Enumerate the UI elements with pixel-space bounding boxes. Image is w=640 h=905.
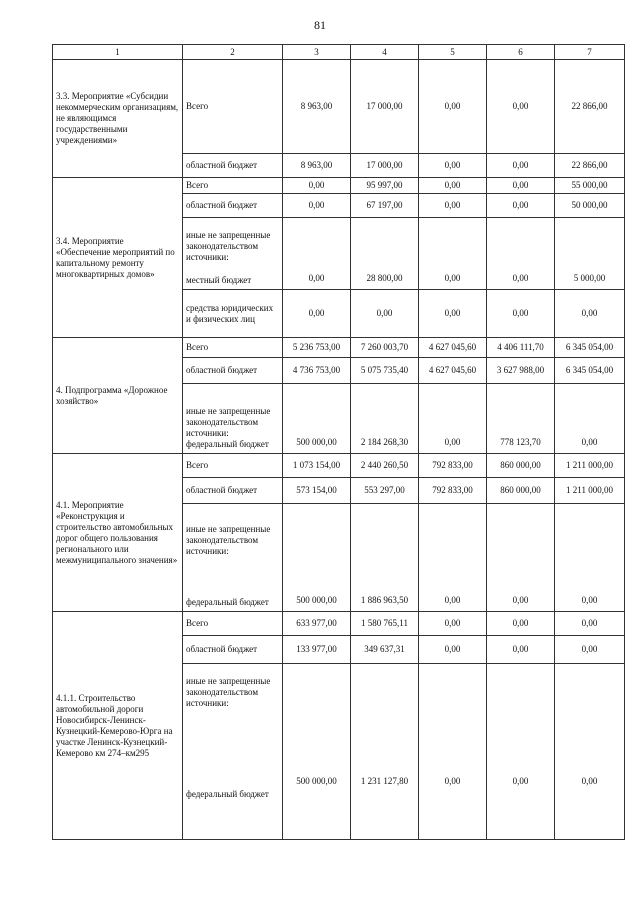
table-row — [53, 612, 625, 636]
source-cell: Всего — [183, 612, 283, 636]
value-cell: 0,00 — [283, 218, 351, 290]
value-cell: 50 000,00 — [555, 194, 625, 218]
value-cell: 2 440 260,50 — [351, 454, 419, 478]
value-cell: 0,00 — [419, 612, 487, 636]
source-cell: областной бюджет — [183, 194, 283, 218]
federal-budget-label: федеральный бюджет — [186, 597, 269, 607]
value-cell: 17 000,00 — [351, 60, 419, 154]
value-cell: 8 963,00 — [283, 154, 351, 178]
value-cell: 0,00 — [555, 636, 625, 664]
value-cell: 0,00 — [283, 290, 351, 338]
value-cell: 0,00 — [419, 154, 487, 178]
value-cell: 1 211 000,00 — [555, 454, 625, 478]
value-cell: 0,00 — [419, 664, 487, 840]
source-cell: Всего — [183, 338, 283, 358]
activity-cell: 4.1.1. Строительство автомобильной дороги Новосибирск-Ленинск-Кузнецкий-Кемерово-Юрга на участке Ленинск-Кузнецкий-Кемерово км 274–км295 — [53, 612, 183, 840]
source-cell — [183, 664, 283, 840]
value-cell: 17 000,00 — [351, 154, 419, 178]
other-sources-label: иные не запрещенные законодательством источники: — [186, 406, 271, 438]
value-cell: 3 627 988,00 — [487, 358, 555, 384]
value-cell: 28 800,00 — [351, 218, 419, 290]
table-row — [53, 338, 625, 358]
activity-cell: 3.4. Мероприятие «Обеспечение мероприятий по капитальному ремонту многоквартирных домов» — [53, 178, 183, 338]
value-cell: 5 075 735,40 — [351, 358, 419, 384]
value-cell: 860 000,00 — [487, 478, 555, 504]
value-cell: 0,00 — [487, 612, 555, 636]
value-cell: 95 997,00 — [351, 178, 419, 194]
header-col-6: 6 — [487, 45, 555, 60]
source-cell: Всего — [183, 60, 283, 154]
value-cell: 860 000,00 — [487, 454, 555, 478]
value-cell: 349 637,31 — [351, 636, 419, 664]
value-cell: 0,00 — [487, 178, 555, 194]
source-cell: областной бюджет — [183, 478, 283, 504]
other-sources-label: иные не запрещенные законодательством источники: — [186, 676, 271, 708]
value-cell: 0,00 — [419, 194, 487, 218]
value-cell: 0,00 — [487, 154, 555, 178]
value-cell: 0,00 — [555, 384, 625, 454]
value-cell: 4 736 753,00 — [283, 358, 351, 384]
value-cell: 0,00 — [487, 664, 555, 840]
value-cell: 0,00 — [487, 60, 555, 154]
value-cell: 792 833,00 — [419, 454, 487, 478]
value-cell: 0,00 — [419, 290, 487, 338]
value-cell: 5 000,00 — [555, 218, 625, 290]
value-cell: 5 236 753,00 — [283, 338, 351, 358]
value-cell: 500 000,00 — [283, 384, 351, 454]
value-cell: 0,00 — [419, 178, 487, 194]
value-cell: 0,00 — [487, 504, 555, 612]
federal-budget-label: федеральный бюджет — [186, 789, 269, 799]
source-cell: Всего — [183, 178, 283, 194]
value-cell: 633 977,00 — [283, 612, 351, 636]
local-budget-label: местный бюджет — [186, 275, 252, 285]
value-cell: 0,00 — [419, 636, 487, 664]
header-col-1: 1 — [53, 45, 183, 60]
value-cell: 553 297,00 — [351, 478, 419, 504]
source-cell: областной бюджет — [183, 636, 283, 664]
value-cell: 1 231 127,80 — [351, 664, 419, 840]
value-cell: 0,00 — [419, 504, 487, 612]
value-cell: 6 345 054,00 — [555, 338, 625, 358]
source-cell: средства юридических и физических лиц — [183, 290, 283, 338]
table-row — [53, 454, 625, 478]
value-cell: 0,00 — [555, 664, 625, 840]
value-cell: 0,00 — [419, 218, 487, 290]
header-col-3: 3 — [283, 45, 351, 60]
source-cell: Всего — [183, 454, 283, 478]
value-cell: 8 963,00 — [283, 60, 351, 154]
value-cell: 4 627 045,60 — [419, 338, 487, 358]
value-cell: 2 184 268,30 — [351, 384, 419, 454]
activity-cell: 3.3. Мероприятие «Субсидии некоммерческим организациям, не являющимся государственными учреждениями» — [53, 60, 183, 178]
source-cell: областной бюджет — [183, 358, 283, 384]
value-cell: 133 977,00 — [283, 636, 351, 664]
header-row — [53, 45, 625, 60]
value-cell: 22 866,00 — [555, 60, 625, 154]
value-cell: 0,00 — [283, 178, 351, 194]
value-cell: 500 000,00 — [283, 664, 351, 840]
value-cell: 792 833,00 — [419, 478, 487, 504]
source-cell — [183, 504, 283, 612]
value-cell: 4 627 045,60 — [419, 358, 487, 384]
other-sources-label: иные не запрещенные законодательством источники: — [186, 524, 271, 556]
value-cell: 0,00 — [555, 290, 625, 338]
value-cell: 0,00 — [419, 384, 487, 454]
value-cell: 0,00 — [487, 194, 555, 218]
source-cell — [183, 218, 283, 290]
value-cell: 0,00 — [487, 218, 555, 290]
header-col-4: 4 — [351, 45, 419, 60]
value-cell: 6 345 054,00 — [555, 358, 625, 384]
value-cell: 0,00 — [487, 636, 555, 664]
header-col-7: 7 — [555, 45, 625, 60]
header-col-2: 2 — [183, 45, 283, 60]
other-sources-label: иные не запрещенные законодательством источники: — [186, 230, 271, 262]
value-cell: 0,00 — [419, 60, 487, 154]
table-row — [53, 60, 625, 154]
value-cell: 55 000,00 — [555, 178, 625, 194]
source-cell: областной бюджет — [183, 154, 283, 178]
value-cell: 22 866,00 — [555, 154, 625, 178]
value-cell: 1 580 765,11 — [351, 612, 419, 636]
activity-cell: 4.1. Мероприятие «Реконструкция и строительство автомобильных дорог общего пользования регионального или межмуниципального значения» — [53, 454, 183, 612]
value-cell: 1 211 000,00 — [555, 478, 625, 504]
value-cell: 0,00 — [555, 504, 625, 612]
value-cell: 1 073 154,00 — [283, 454, 351, 478]
budget-table — [52, 44, 625, 840]
source-cell — [183, 384, 283, 454]
activity-cell: 4. Подпрограмма «Дорожное хозяйство» — [53, 338, 183, 454]
value-cell: 0,00 — [351, 290, 419, 338]
value-cell: 7 260 003,70 — [351, 338, 419, 358]
page-number: 81 — [314, 18, 326, 32]
value-cell: 500 000,00 — [283, 504, 351, 612]
value-cell: 0,00 — [555, 612, 625, 636]
federal-budget-label: федеральный бюджет — [186, 439, 269, 449]
value-cell: 67 197,00 — [351, 194, 419, 218]
value-cell: 0,00 — [283, 194, 351, 218]
value-cell: 0,00 — [487, 290, 555, 338]
value-cell: 573 154,00 — [283, 478, 351, 504]
value-cell: 778 123,70 — [487, 384, 555, 454]
value-cell: 4 406 111,70 — [487, 338, 555, 358]
header-col-5: 5 — [419, 45, 487, 60]
table-row — [53, 178, 625, 194]
value-cell: 1 886 963,50 — [351, 504, 419, 612]
